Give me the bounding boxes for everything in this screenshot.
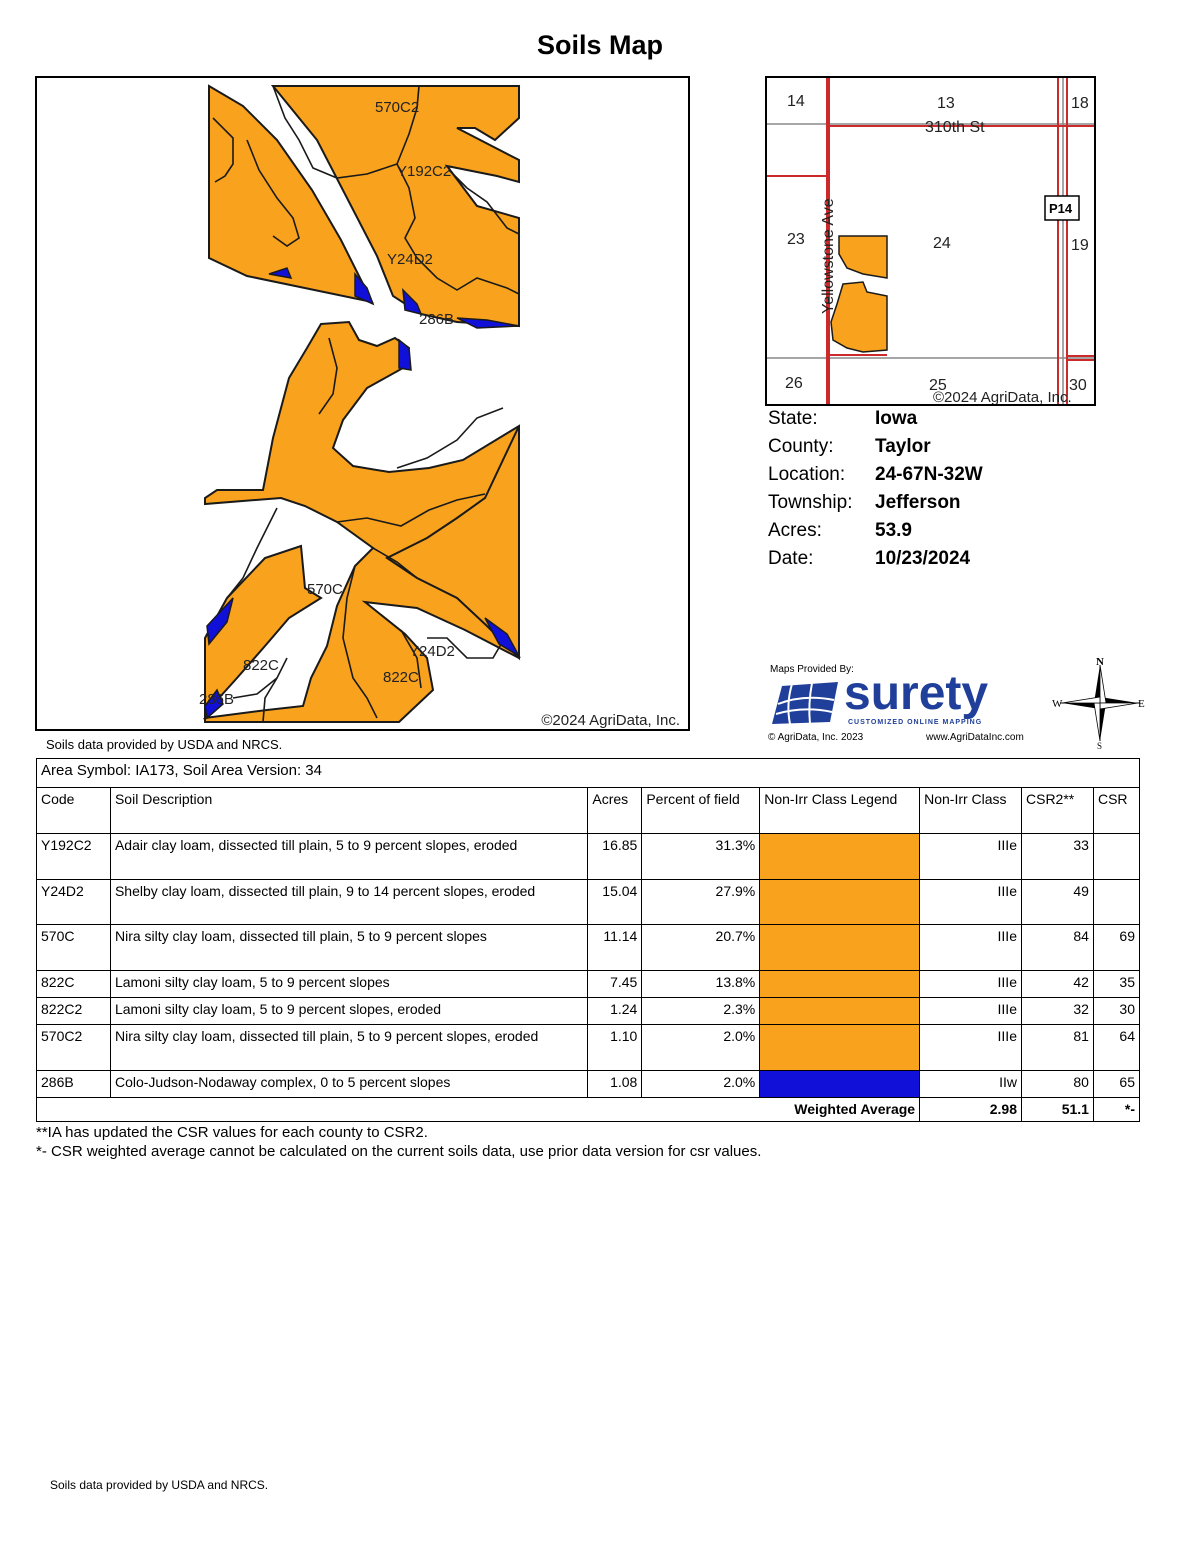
cell-percent: 2.0% bbox=[642, 1025, 760, 1071]
cell-csr2: 33 bbox=[1022, 834, 1094, 880]
highway-label: P14 bbox=[1049, 201, 1073, 216]
maps-provided-by: Maps Provided By: bbox=[770, 664, 854, 675]
parcel bbox=[831, 236, 887, 352]
legend-swatch bbox=[760, 925, 920, 971]
section-number: 18 bbox=[1071, 95, 1089, 112]
cell-code: Y192C2 bbox=[37, 834, 111, 880]
data-source-note: Soils data provided by USDA and NRCS. bbox=[46, 737, 283, 752]
section-number: 26 bbox=[785, 375, 803, 392]
cell-class: IIw bbox=[920, 1071, 1022, 1098]
info-label: Township: bbox=[768, 492, 853, 513]
info-value: Taylor bbox=[875, 436, 931, 457]
legend-swatch bbox=[760, 1025, 920, 1071]
weighted-average-label: Weighted Average bbox=[37, 1098, 920, 1122]
legend-swatch bbox=[760, 880, 920, 925]
cell-class: IIIe bbox=[920, 880, 1022, 925]
avenue-label: Yellowstone Ave bbox=[820, 198, 837, 314]
cell-percent: 2.3% bbox=[642, 998, 760, 1025]
cell-csr: 69 bbox=[1093, 925, 1139, 971]
soil-label: 286B bbox=[419, 311, 455, 328]
compass-w: W bbox=[1052, 698, 1063, 710]
cell-code: 822C2 bbox=[37, 998, 111, 1025]
cell-acres: 16.85 bbox=[588, 834, 642, 880]
footnote-csr2: **IA has updated the CSR values for each county to CSR2. bbox=[36, 1124, 428, 1141]
cell-csr2: 49 bbox=[1022, 880, 1094, 925]
info-label: State: bbox=[768, 408, 818, 429]
cell-description: Lamoni silty clay loam, 5 to 9 percent slopes bbox=[110, 971, 587, 998]
cell-code: 570C2 bbox=[37, 1025, 111, 1071]
soil-map[interactable] bbox=[35, 76, 690, 731]
cell-csr: 30 bbox=[1093, 998, 1139, 1025]
cell-csr2: 84 bbox=[1022, 925, 1094, 971]
info-label: County: bbox=[768, 436, 834, 457]
soil-label: 286B bbox=[199, 691, 235, 708]
cell-acres: 7.45 bbox=[588, 971, 642, 998]
info-label: Acres: bbox=[768, 520, 822, 541]
compass-s: S bbox=[1097, 741, 1103, 751]
cell-class: IIIe bbox=[920, 971, 1022, 998]
brand-name: surety bbox=[844, 667, 989, 720]
table-row[interactable] bbox=[37, 834, 1140, 880]
legend-swatch bbox=[760, 1071, 920, 1098]
map-copyright: ©2024 AgriData, Inc. bbox=[541, 712, 680, 729]
legend-swatch bbox=[760, 998, 920, 1025]
soil-label: 822C bbox=[243, 657, 279, 674]
cell-class: IIIe bbox=[920, 998, 1022, 1025]
bottom-source-note: Soils data provided by USDA and NRCS. bbox=[50, 1478, 269, 1492]
column-header: CSR2** bbox=[1022, 788, 1094, 834]
locator-map[interactable] bbox=[765, 76, 1096, 406]
cell-class: IIIe bbox=[920, 925, 1022, 971]
cell-csr2: 42 bbox=[1022, 971, 1094, 998]
cell-percent: 2.0% bbox=[642, 1071, 760, 1098]
table-row[interactable] bbox=[37, 1071, 1140, 1098]
cell-description: Nira silty clay loam, dissected till plain, 5 to 9 percent slopes, eroded bbox=[110, 1025, 587, 1071]
cell-percent: 27.9% bbox=[642, 880, 760, 925]
column-header: Acres bbox=[588, 788, 642, 834]
footnote-csr: *- CSR weighted average cannot be calculated on the current soils data, use prior data version for csr values. bbox=[36, 1143, 762, 1160]
cell-csr: 35 bbox=[1093, 971, 1139, 998]
soil-label: Y24D2 bbox=[387, 251, 433, 268]
locator-canvas bbox=[767, 78, 1094, 404]
info-label: Date: bbox=[768, 548, 814, 569]
section-number: 19 bbox=[1071, 237, 1089, 254]
soil-label: Y192C2 bbox=[397, 163, 452, 180]
cell-csr: 65 bbox=[1093, 1071, 1139, 1098]
cell-class: IIIe bbox=[920, 1025, 1022, 1071]
cell-acres: 1.08 bbox=[588, 1071, 642, 1098]
cell-description: Shelby clay loam, dissected till plain, 9 to 14 percent slopes, eroded bbox=[110, 880, 587, 925]
cell-code: Y24D2 bbox=[37, 880, 111, 925]
soil-map-canvas bbox=[37, 78, 688, 729]
info-value: Iowa bbox=[875, 408, 918, 429]
cell-acres: 1.10 bbox=[588, 1025, 642, 1071]
logo-website[interactable]: www.AgriDataInc.com bbox=[926, 732, 1024, 743]
cell-percent: 20.7% bbox=[642, 925, 760, 971]
column-header: Percent of field bbox=[642, 788, 760, 834]
cell-code: 822C bbox=[37, 971, 111, 998]
weighted-csr2: 51.1 bbox=[1022, 1098, 1094, 1122]
cell-description: Lamoni silty clay loam, 5 to 9 percent slopes, eroded bbox=[110, 998, 587, 1025]
cell-description: Nira silty clay loam, dissected till plain, 5 to 9 percent slopes bbox=[110, 925, 587, 971]
soil-label: 822C bbox=[383, 669, 419, 686]
info-value: 10/23/2024 bbox=[875, 548, 971, 569]
brand-tagline: CUSTOMIZED ONLINE MAPPING bbox=[848, 719, 983, 726]
table-row[interactable] bbox=[37, 998, 1140, 1025]
section-number: 24 bbox=[933, 235, 951, 252]
cell-csr2: 80 bbox=[1022, 1071, 1094, 1098]
weighted-csr: *- bbox=[1093, 1098, 1139, 1122]
table-row[interactable] bbox=[37, 971, 1140, 998]
logo-copyright: © AgriData, Inc. 2023 bbox=[768, 732, 864, 743]
table-row[interactable] bbox=[37, 925, 1140, 971]
section-number: 14 bbox=[787, 93, 805, 110]
cell-code: 286B bbox=[37, 1071, 111, 1098]
legend-swatch bbox=[760, 834, 920, 880]
table-area-row bbox=[37, 759, 1140, 788]
info-value: Jefferson bbox=[875, 492, 961, 513]
surety-logo[interactable] bbox=[768, 664, 1038, 746]
compass-rose-icon bbox=[1052, 655, 1148, 751]
table-row[interactable] bbox=[37, 880, 1140, 925]
section-number: 23 bbox=[787, 231, 805, 248]
cell-acres: 11.14 bbox=[588, 925, 642, 971]
compass-n: N bbox=[1096, 656, 1104, 668]
cell-code: 570C bbox=[37, 925, 111, 971]
cell-class: IIIe bbox=[920, 834, 1022, 880]
cell-acres: 1.24 bbox=[588, 998, 642, 1025]
area-symbol: Area Symbol: IA173, Soil Area Version: 34 bbox=[37, 759, 1140, 788]
weighted-average-row bbox=[37, 1098, 1140, 1122]
section-number: 13 bbox=[937, 95, 955, 112]
column-header: CSR bbox=[1093, 788, 1139, 834]
soil-table bbox=[36, 758, 1140, 1122]
info-value: 24-67N-32W bbox=[875, 464, 983, 485]
weighted-class: 2.98 bbox=[920, 1098, 1022, 1122]
column-header: Soil Description bbox=[110, 788, 587, 834]
compass-e: E bbox=[1138, 698, 1145, 710]
cell-csr bbox=[1093, 834, 1139, 880]
cell-description: Adair clay loam, dissected till plain, 5 to 9 percent slopes, eroded bbox=[110, 834, 587, 880]
section-number: 30 bbox=[1069, 377, 1087, 394]
column-header: Code bbox=[37, 788, 111, 834]
column-header: Non-Irr Class bbox=[920, 788, 1022, 834]
table-header-row bbox=[37, 788, 1140, 834]
cell-csr: 64 bbox=[1093, 1025, 1139, 1071]
cell-csr2: 32 bbox=[1022, 998, 1094, 1025]
soil-label: 570C bbox=[307, 581, 343, 598]
soil-label: 570C2 bbox=[375, 99, 420, 116]
column-header: Non-Irr Class Legend bbox=[760, 788, 920, 834]
info-label: Location: bbox=[768, 464, 846, 485]
street-label: 310th St bbox=[925, 119, 985, 136]
cell-acres: 15.04 bbox=[588, 880, 642, 925]
cell-csr bbox=[1093, 880, 1139, 925]
table-row[interactable] bbox=[37, 1025, 1140, 1071]
page-title: Soils Map bbox=[536, 30, 664, 60]
cell-percent: 31.3% bbox=[642, 834, 760, 880]
cell-description: Colo-Judson-Nodaway complex, 0 to 5 percent slopes bbox=[110, 1071, 587, 1098]
soil-label: Y24D2 bbox=[409, 643, 455, 660]
section-number: 25 bbox=[929, 377, 947, 394]
cell-csr2: 81 bbox=[1022, 1025, 1094, 1071]
legend-swatch bbox=[760, 971, 920, 998]
locator-copyright: ©2024 AgriData, Inc. bbox=[933, 389, 1072, 404]
info-value: 53.9 bbox=[875, 520, 912, 541]
cell-percent: 13.8% bbox=[642, 971, 760, 998]
globe-icon bbox=[768, 678, 840, 728]
